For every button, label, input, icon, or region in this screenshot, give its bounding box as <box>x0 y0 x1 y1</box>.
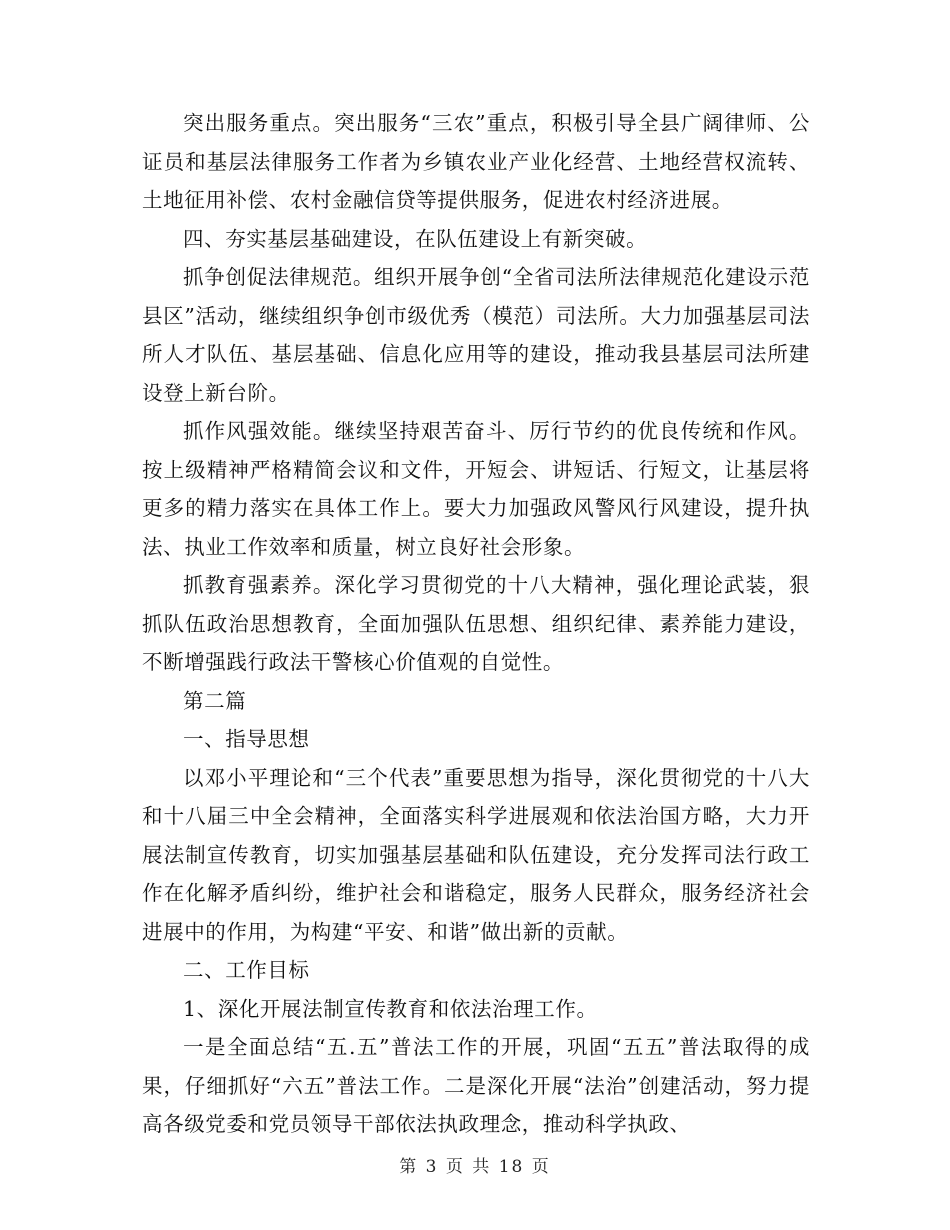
heading-goal-one: 1、深化开展法制宣传教育和依法治理工作。 <box>183 996 598 1021</box>
paragraph-legal-standardization: 抓争创促法律规范。组织开展争创“全省司法所法律规范化建设示范县区”活动，继续组织争创市级优秀（模范）司法所。大力加强基层司法所人才队伍、基层基础、信息化应用等的建设，推动我县基层司法所建设登上新台阶。 <box>142 265 810 405</box>
paragraph-guiding-ideology: 以邓小平理论和“三个代表”重要思想为指导，深化贯彻党的十八大和十八届三中全会精神，全面落实科学进展观和依法治国方略，大力开展法制宣传教育，切实加强基层基础和队伍建设，充分发挥司法行政工作在化解矛盾纠纷，维护社会和谐稳定，服务人民群众，服务经济社会进展中的作用，为构建“平安、和谐”做出新的贡献。 <box>142 765 810 944</box>
paragraph-serve-focus: 突出服务重点。突出服务“三农”重点，积极引导全县广阔律师、公证员和基层法律服务工作者为乡镇农业产业化经营、土地经营权流转、土地征用补偿、农村金融信贷等提供服务，促进农村经济进展。 <box>142 111 810 212</box>
page-number-footer: 第 3 页 共 18 页 <box>399 1157 551 1177</box>
paragraph-goal-one: 一是全面总结“五.五”普法工作的开展，巩固“五五”普法取得的成果，仔细抓好“六五”普法工作。二是深化开展“法治”创建活动，努力提高各级党委和党员领导干部依法执政理念，推动科学执政、 <box>142 1035 810 1136</box>
heading-guiding-ideology: 一、指导思想 <box>183 727 310 751</box>
document-body <box>142 104 810 1144</box>
paragraph-work-style: 抓作风强效能。继续坚持艰苦奋斗、厉行节约的优良传统和作风。按上级精神严格精简会议和文件，开短会、讲短话、行短文，让基层将更多的精力落实在具体工作上。要大力加强政风警风行风建设，提升执法、执业工作效率和质量，树立良好社会形象。 <box>142 419 810 559</box>
heading-work-goals: 二、工作目标 <box>183 958 310 982</box>
paragraph-education: 抓教育强素养。深化学习贯彻党的十八大精神，强化理论武装，狠抓队伍政治思想教育，全面加强队伍思想、组织纪律、素养能力建设，不断增强践行政法干警核心价值观的自觉性。 <box>142 573 810 674</box>
heading-section-four: 四、夯实基层基础建设，在队伍建设上有新突破。 <box>183 226 648 251</box>
heading-part-two: 第二篇 <box>183 688 247 713</box>
